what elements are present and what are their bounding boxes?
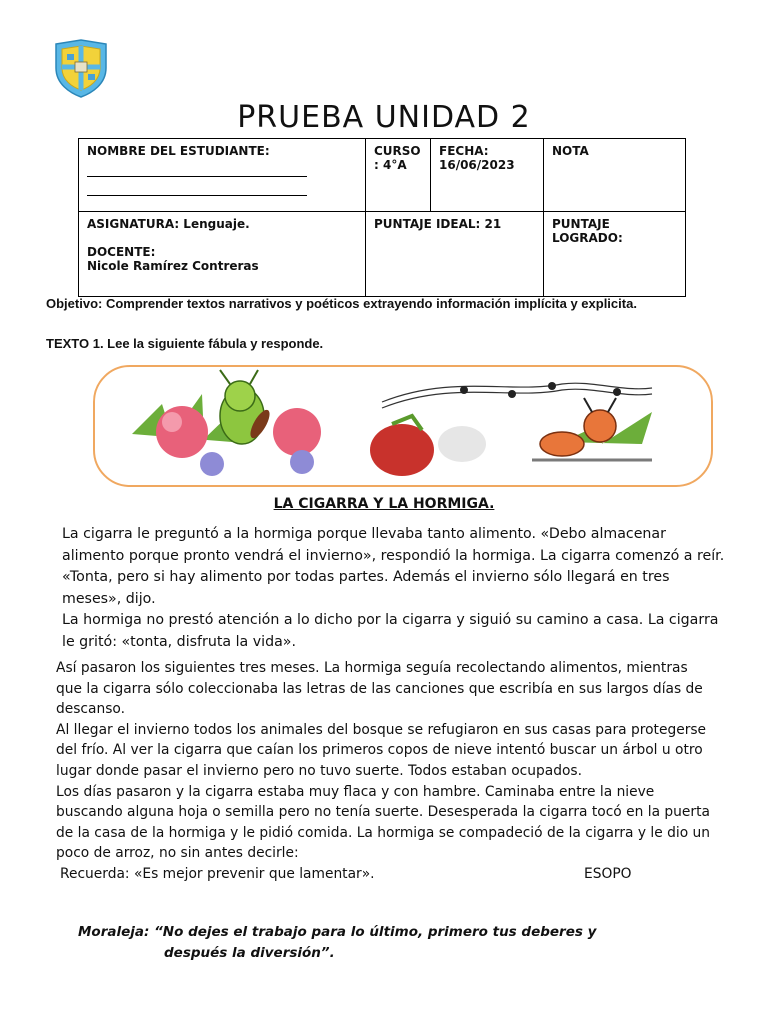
student-info-table xyxy=(78,138,686,297)
course-cell xyxy=(366,139,431,212)
grade-cell xyxy=(544,139,686,212)
fable-p2-line-b: Al llegar el invierno todos los animales del bosque se refugiaron en sus casas para protegerse del frío. Al ver la cigarra que caían los primeros copos de nieve intentó buscar un árbol u otro lugar donde pasar el invierno pero no tuvo suerte. Todos estaban ocupados. xyxy=(56,721,707,779)
texto1-instruction: TEXTO 1. Lee la siguiente fábula y responde. xyxy=(46,336,324,351)
subject-label: ASIGNATURA: Lenguaje. xyxy=(87,217,250,231)
school-shield-logo xyxy=(50,38,112,98)
ideal-score: PUNTAJE IDEAL: 21 xyxy=(374,217,502,231)
achieved-score-cell xyxy=(544,212,686,297)
author-name: ESOPO xyxy=(584,865,632,882)
student-name-label: NOMBRE DEL ESTUDIANTE: xyxy=(87,144,270,158)
fable-title: LA CIGARRA Y LA HORMIGA. xyxy=(273,496,495,512)
teacher-name: Nicole Ramírez Contreras xyxy=(87,259,259,273)
fable-paragraph-1 xyxy=(62,524,726,653)
fable-paragraph-2 xyxy=(56,658,716,885)
name-line-2[interactable] xyxy=(87,181,307,196)
grade-label: NOTA xyxy=(552,144,589,158)
recuerda-row xyxy=(56,864,716,885)
cicada-ant-illustration xyxy=(92,364,714,488)
recuerda-text: Recuerda: «Es mejor prevenir que lamentar». xyxy=(60,865,375,882)
fable-p1-line-a: La cigarra le preguntó a la hormiga porque llevaba tanto alimento. «Debo almacenar alimento porque pronto vendrá el invierno», respondió la hormiga. La cigarra comenzó a reír. «Tonta, pero si hay alimento por todas partes. Además el invierno sólo llegará en tres meses», dijo. xyxy=(62,526,725,607)
achieved-label-2: LOGRADO: xyxy=(552,231,623,245)
date-value: 16/06/2023 xyxy=(439,158,515,172)
moral-line-1: Moraleja: “No dejes el trabajo para lo último, primero tus deberes y xyxy=(78,924,597,940)
subject-cell xyxy=(79,212,366,297)
name-line-1[interactable] xyxy=(87,162,307,177)
teacher-label: DOCENTE: xyxy=(87,245,156,259)
page-title: PRUEBA UNIDAD 2 xyxy=(237,100,531,135)
objective-text: Objetivo: Comprender textos narrativos y poéticos extrayendo información implícita y explicita. xyxy=(46,296,637,311)
date-label: FECHA: xyxy=(439,144,489,158)
date-cell xyxy=(431,139,544,212)
ideal-score-cell xyxy=(366,212,544,297)
fable-p2-line-a: Así pasaron los siguientes tres meses. La hormiga seguía recolectando alimentos, mientras que la cigarra sólo coleccionaba las letras de las canciones que escribía en sus largos días de descanso. xyxy=(56,660,703,718)
fable-p1-line-b: La hormiga no prestó atención a lo dicho por la cigarra y siguió su camino a casa. La cigarra le gritó: «tonta, disfruta la vida». xyxy=(62,612,719,650)
moral xyxy=(78,922,678,964)
course-label: CURSO xyxy=(374,144,421,158)
course-value: : 4°A xyxy=(374,158,407,172)
moral-line-2: después la diversión”. xyxy=(164,945,335,961)
fable-p2-line-c: Los días pasaron y la cigarra estaba muy flaca y con hambre. Caminaba entre la nieve buscando alguna hoja o semilla pero no tenía suerte. Desesperada la cigarra tocó en la puerta de la casa de la hormiga y le pidió comida. La hormiga se compadeció de la cigarra y le dio un poco de arroz, no sin antes decirle: xyxy=(56,783,711,862)
achieved-label-1: PUNTAJE xyxy=(552,217,610,231)
student-name-cell xyxy=(79,139,366,212)
